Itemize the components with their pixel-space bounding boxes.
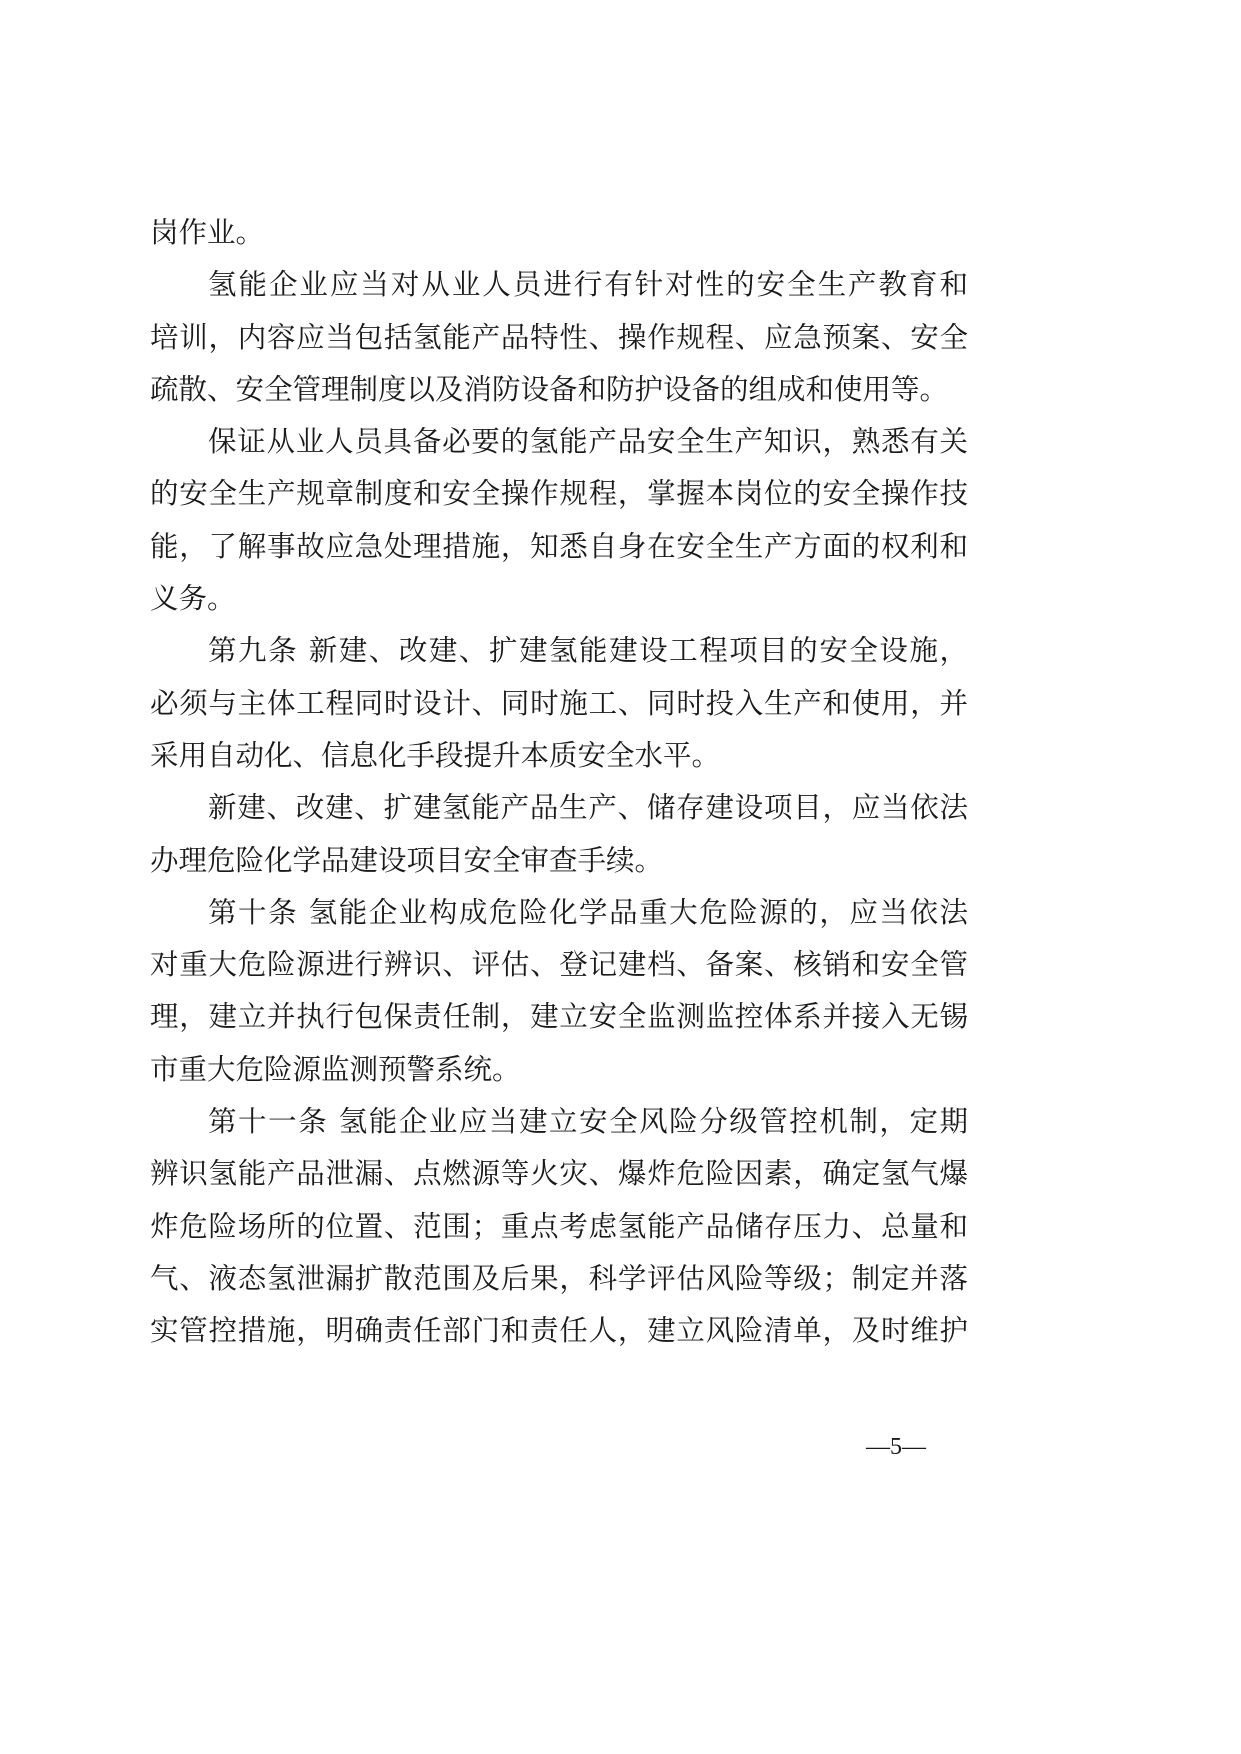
- text-line: 保证从业人员具备必要的氢能产品安全生产知识，熟悉有关: [208, 425, 968, 459]
- paragraph: [150, 887, 968, 1096]
- text-line: 采用自动化、信息化手段提升本质安全水平。: [150, 738, 721, 772]
- page-number: —5—: [866, 1434, 926, 1460]
- paragraph: [150, 782, 968, 887]
- text-line: 市重大危险源监测预警系统。: [150, 1052, 521, 1086]
- text-line: 对重大危险源进行辨识、评估、登记建档、备案、核销和安全管: [150, 948, 968, 982]
- text-line: 培训，内容应当包括氢能产品特性、操作规程、应急预案、安全: [150, 320, 968, 354]
- text-line: 第十条 氢能企业构成危险化学品重大危险源的，应当依法: [208, 895, 968, 929]
- text-line: 辨识氢能产品泄漏、点燃源等火灾、爆炸危险因素，确定氢气爆: [150, 1157, 968, 1191]
- text-line: 氢能企业应当对从业人员进行有针对性的安全生产教育和: [208, 268, 968, 302]
- text-line: 办理危险化学品建设项目安全审查手续。: [150, 843, 664, 877]
- paragraph: [150, 416, 968, 625]
- paragraph: [150, 207, 968, 259]
- text-line: 必须与主体工程同时设计、同时施工、同时投入生产和使用，并: [150, 686, 968, 720]
- paragraph: [150, 625, 968, 782]
- text-line: 疏散、安全管理制度以及消防设备和防护设备的组成和使用等。: [150, 372, 949, 406]
- text-line: 的安全生产规章制度和安全操作规程，掌握本岗位的安全操作技: [150, 477, 968, 511]
- text-line: 第九条 新建、改建、扩建氢能建设工程项目的安全设施，: [208, 634, 968, 668]
- text-line: 气、液态氢泄漏扩散范围及后果，科学评估风险等级；制定并落: [150, 1261, 968, 1295]
- text-line: 新建、改建、扩建氢能产品生产、储存建设项目，应当依法: [208, 791, 968, 825]
- text-line: 理，建立并执行包保责任制，建立安全监测监控体系并接入无锡: [150, 1000, 968, 1034]
- paragraph: [150, 259, 968, 416]
- text-line: 第十一条 氢能企业应当建立安全风险分级管控机制，定期: [208, 1105, 968, 1139]
- text-line: 炸危险场所的位置、范围；重点考虑氢能产品储存压力、总量和: [150, 1209, 968, 1243]
- text-line: 岗作业。: [150, 216, 265, 249]
- paragraph: [150, 1096, 968, 1357]
- text-line: 义务。: [150, 582, 236, 616]
- text-line: 实管控措施，明确责任部门和责任人，建立风险清单，及时维护: [150, 1314, 968, 1348]
- text-line: 能，了解事故应急处理措施，知悉自身在安全生产方面的权利和: [150, 529, 968, 563]
- document-body: [150, 207, 968, 1358]
